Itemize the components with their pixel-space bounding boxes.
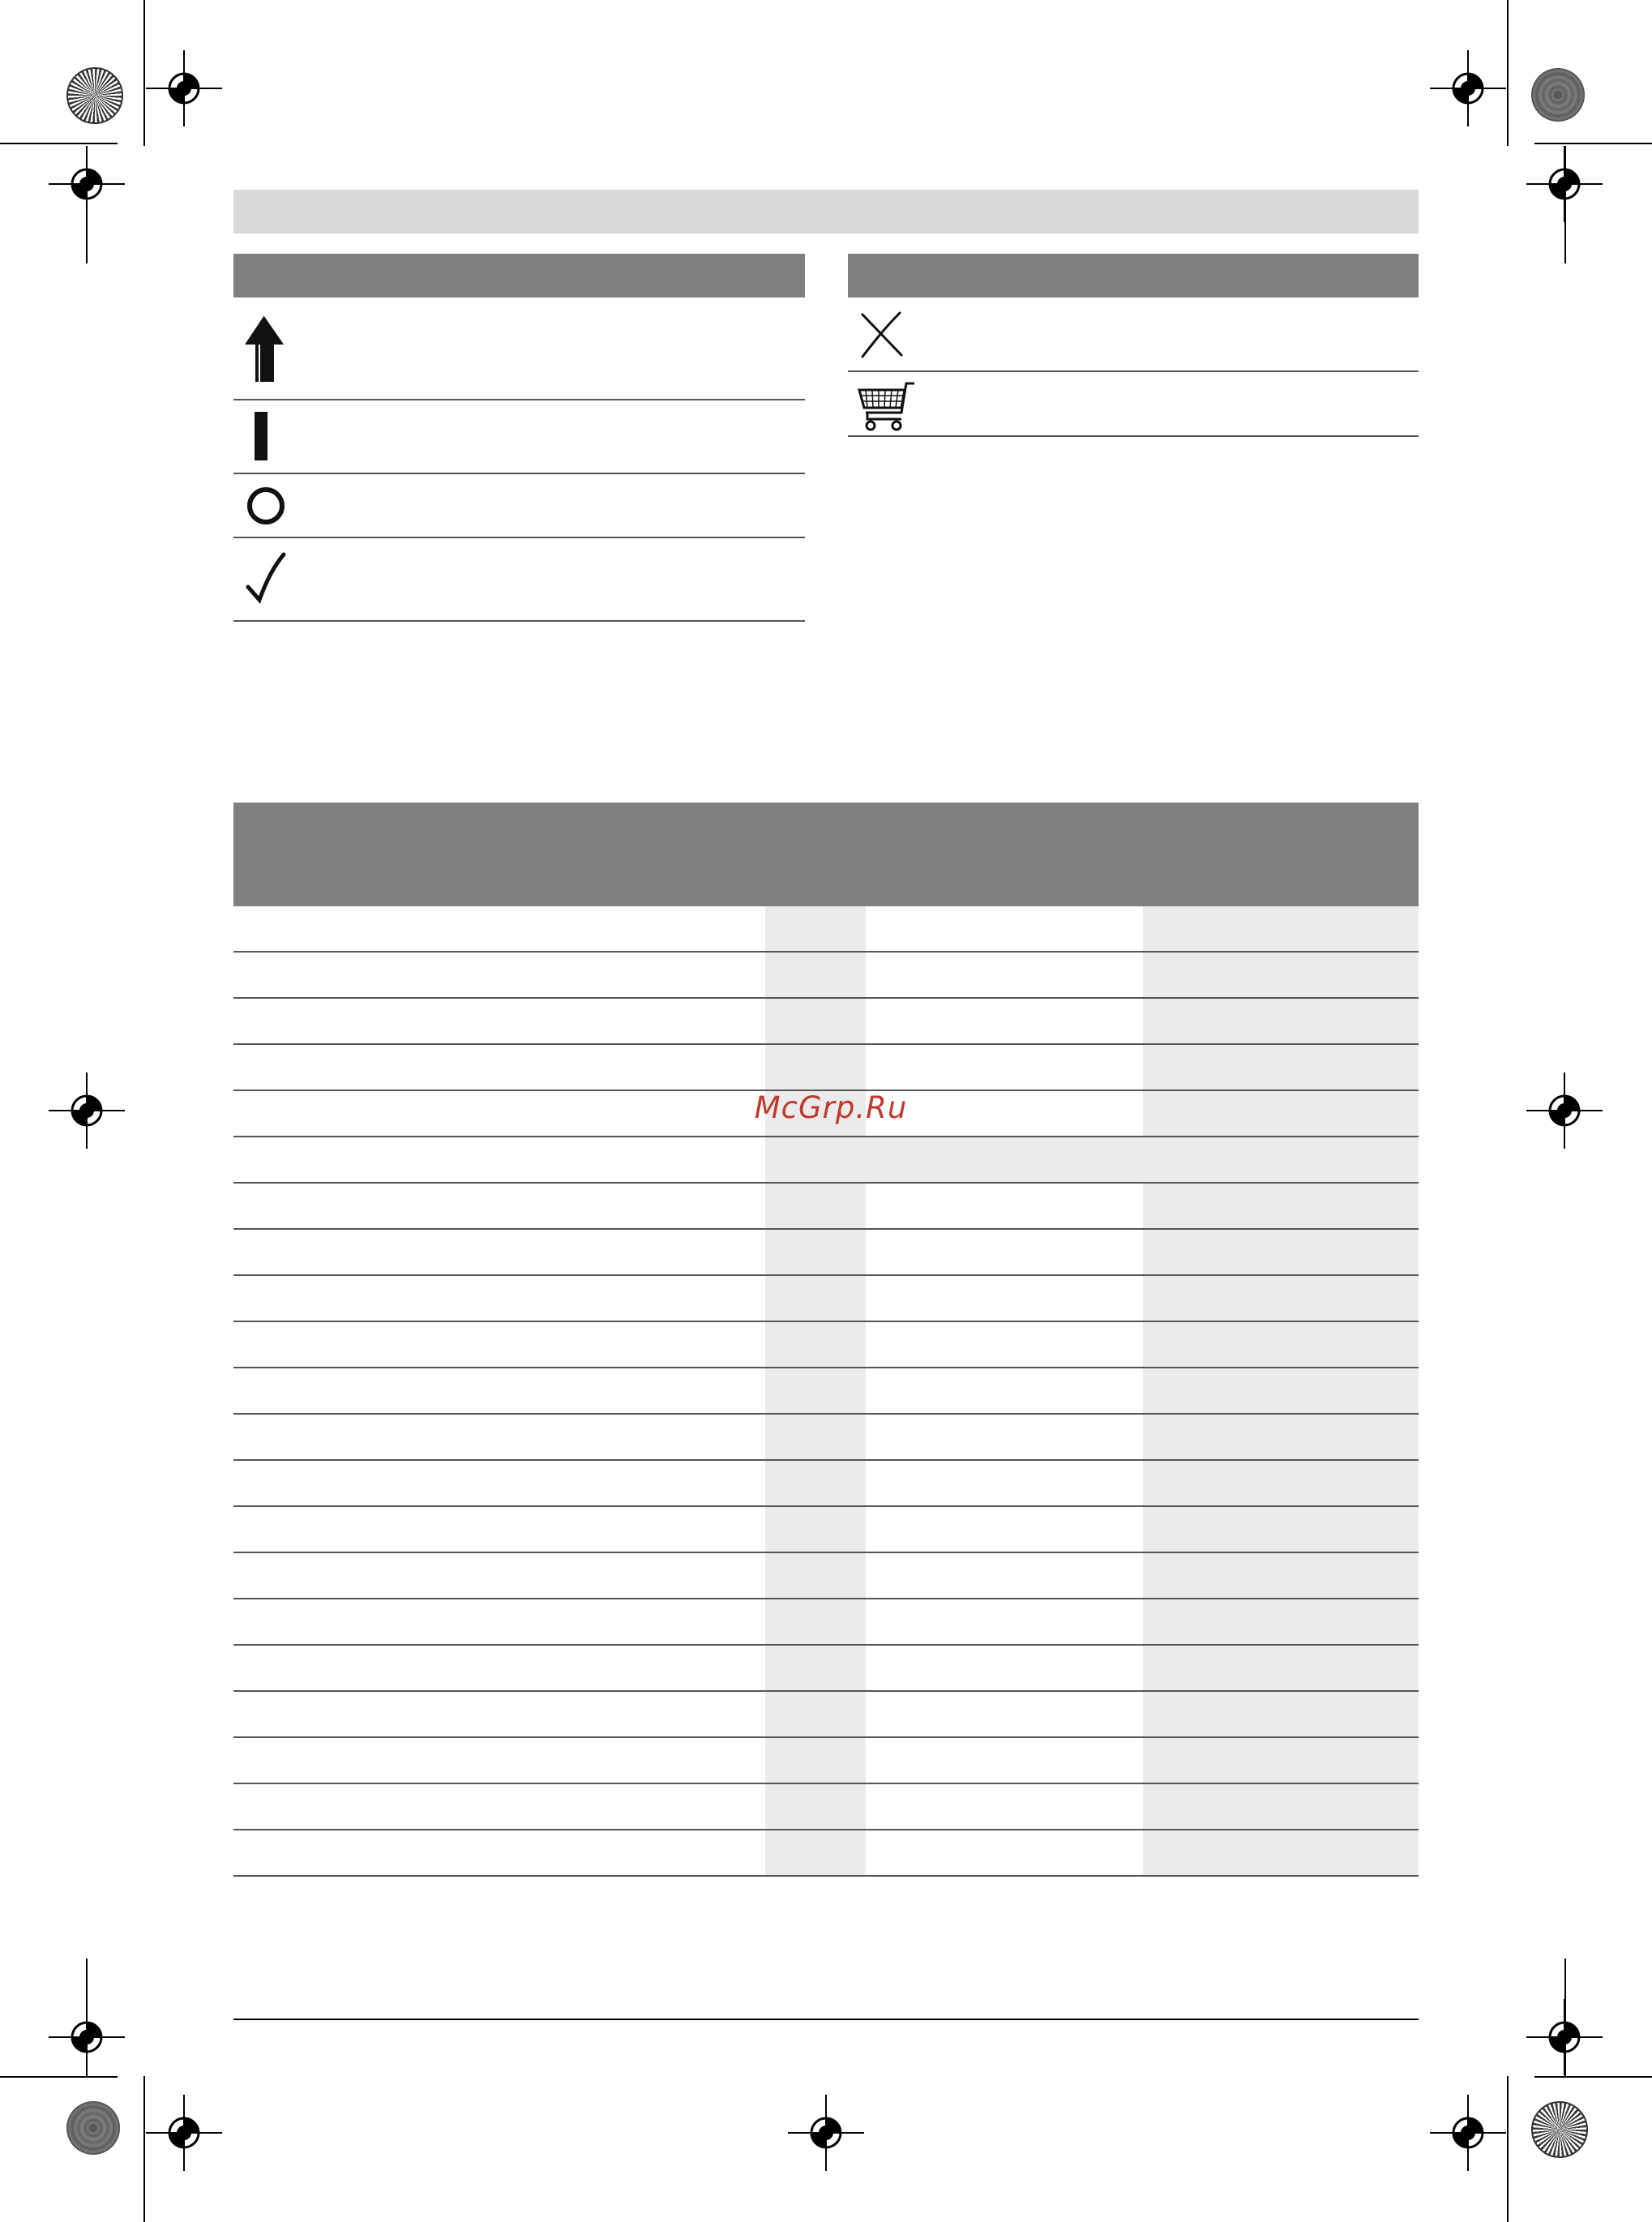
table-row [233,1322,1419,1368]
symbol-list-left-header [233,254,805,298]
table-cell [1143,906,1419,951]
list-item [233,474,805,538]
table-row [233,999,1419,1045]
table-cell [866,1045,1143,1090]
table-row [233,1738,1419,1784]
circle-icon [242,484,287,528]
table-cell [765,1507,866,1552]
registration-mark-icon [788,2095,864,2171]
table-cell [233,1830,765,1875]
table-cell [233,999,765,1043]
registration-mark-icon [146,50,222,126]
table-cell [1143,1646,1419,1690]
table-cell [866,1415,1143,1459]
table-cell [233,1507,765,1552]
table-cell [765,1553,866,1598]
table-cell [866,1184,1143,1228]
table-header [233,803,1419,906]
list-item [233,298,805,400]
table-cell [866,1553,1143,1598]
shopping-cart-icon [856,380,916,432]
table-cell [233,1784,765,1829]
table-row [233,1415,1419,1461]
table-cell [233,1692,765,1736]
table-row [233,1368,1419,1415]
footer-rule [233,2019,1419,2020]
table-cell [233,1461,765,1505]
table-row [233,1599,1419,1646]
table-cell [233,953,765,997]
watermark-text: McGrp.Ru [754,1090,908,1125]
table-cell [233,1646,765,1690]
registration-mark-icon [1430,2095,1506,2171]
table-cell [1143,999,1419,1043]
table-cell [1143,1738,1419,1783]
table-cell [1143,1322,1419,1367]
table-cell [866,1230,1143,1274]
table-cell [1143,1553,1419,1598]
table-cell [765,1137,1419,1182]
table-cell [765,1738,866,1783]
table-cell [233,1276,765,1321]
table-row [233,1230,1419,1276]
list-item [233,400,805,474]
table-cell [765,1784,866,1829]
rosette-dark-icon [1531,68,1585,122]
table-cell [866,1368,1143,1413]
table-row [233,1692,1419,1738]
table-cell [866,1507,1143,1552]
page-header-band [233,190,1419,233]
symbol-list-right-header [848,254,1419,298]
rosette-dark-icon [66,2101,120,2155]
table-cell [866,953,1143,997]
table-cell [866,1692,1143,1736]
table-cell [866,1322,1143,1367]
table-cell [765,1415,866,1459]
table-row [233,953,1419,999]
checkmark-icon [242,551,290,608]
registration-mark-icon [1526,146,1603,222]
table-cell [233,1230,765,1274]
crop-line [1507,2076,1509,2222]
table-row [233,1137,1419,1184]
registration-mark-icon [1526,1072,1603,1149]
table-cell [765,1599,866,1644]
table-cell [1143,1184,1419,1228]
table-cell [233,1322,765,1367]
table-cell [866,1599,1143,1644]
table-cell [1143,1091,1419,1136]
table-cell [765,1692,866,1736]
list-item [233,538,805,622]
table-cell [866,1461,1143,1505]
table-cell [1143,1461,1419,1505]
table-cell [866,999,1143,1043]
table-cell [233,1184,765,1228]
table-cell [1143,1276,1419,1321]
table-cell [765,1045,866,1090]
table-cell [765,1368,866,1413]
data-table [233,906,1419,1877]
table-cell [866,906,1143,951]
table-cell [765,906,866,951]
table-cell [233,1045,765,1090]
table-cell [866,1646,1143,1690]
crop-line [1507,0,1509,146]
table-row [233,1276,1419,1322]
registration-mark-icon [49,146,125,222]
table-cell [765,1276,866,1321]
list-item [848,298,1419,372]
table-cell [765,1230,866,1274]
table-cell [1143,1415,1419,1459]
bar-icon [242,410,274,464]
rosette-light-icon [66,67,123,124]
table-row [233,1784,1419,1830]
table-cell [233,1368,765,1413]
table-cell [765,1646,866,1690]
table-cell [765,953,866,997]
table-cell [233,906,765,951]
table-cell [233,1091,765,1136]
table-row [233,1553,1419,1599]
registration-mark-icon [146,2095,222,2171]
table-cell [866,1830,1143,1875]
crop-line [143,0,145,146]
registration-mark-icon [1430,50,1506,126]
table-cell [765,1322,866,1367]
table-cell [1143,1230,1419,1274]
table-row [233,1830,1419,1877]
table-cell [765,999,866,1043]
crop-line [143,2076,145,2222]
table-cell [1143,1368,1419,1413]
table-row [233,1646,1419,1692]
table-cell [1143,1784,1419,1829]
upload-arrow-icon [242,314,290,383]
table-row [233,1507,1419,1553]
table-cell [765,1184,866,1228]
table-cell [765,1461,866,1505]
registration-mark-icon [49,1999,125,2075]
table-row [233,1045,1419,1091]
table-cell [233,1553,765,1598]
cross-icon [856,310,908,360]
table-cell [1143,1692,1419,1736]
registration-mark-icon [49,1072,125,1149]
table-cell [1143,1507,1419,1552]
table-cell [866,1784,1143,1829]
table-cell [1143,953,1419,997]
table-cell [233,1599,765,1644]
registration-mark-icon [1526,1999,1603,2075]
table-cell [1143,1045,1419,1090]
table-row [233,906,1419,953]
table-cell [1143,1599,1419,1644]
table-row [233,1184,1419,1230]
table-cell [866,1276,1143,1321]
table-cell [765,1830,866,1875]
rosette-light-icon [1531,2101,1588,2158]
table-cell [233,1738,765,1783]
crop-line [1534,2076,1652,2078]
crop-line [0,2076,118,2078]
table-cell [233,1137,765,1182]
list-item [848,372,1419,437]
table-cell [1143,1830,1419,1875]
crop-line [1534,143,1652,144]
table-cell [866,1738,1143,1783]
crop-line [0,143,118,144]
table-row [233,1461,1419,1507]
table-cell [233,1415,765,1459]
